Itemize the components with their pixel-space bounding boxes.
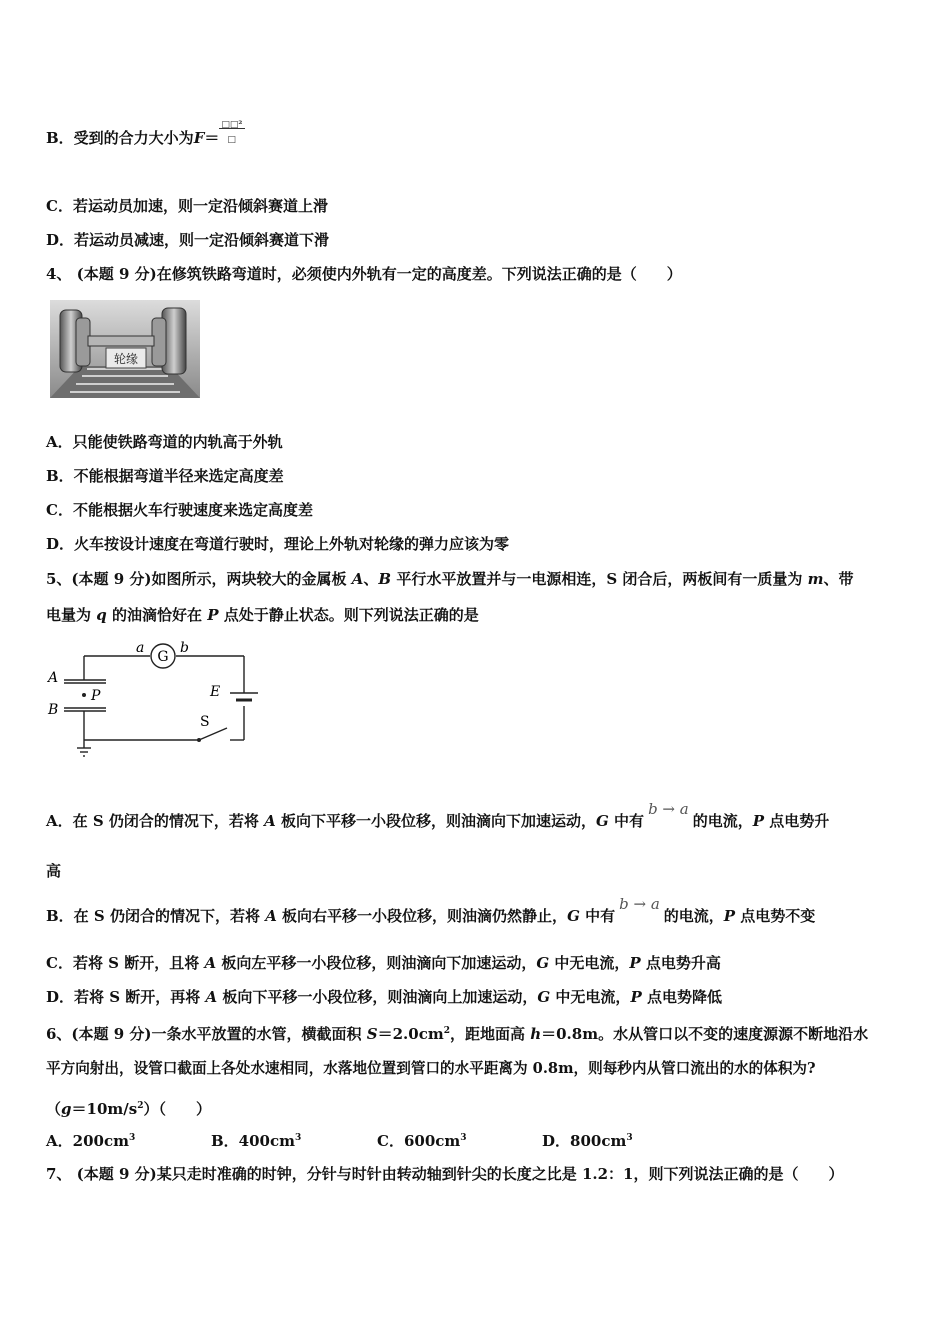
fraction-formula: $\frac{\text{□□²}}{□}$ xyxy=(219,129,249,149)
q5-option-c: C．若将 S 断开，且将 A 板向左平移一小段位移，则油滴向下加速运动，G 中无电流，P 点电势升高 xyxy=(46,954,721,972)
q4-stem: 4、 (本题 9 分)在修筑铁路弯道时，必须使内外轨有一定的高度差。下列说法正确的是（ ） xyxy=(46,265,682,283)
q3-option-c: C．若运动员加速，则一定沿倾斜赛道上滑 xyxy=(46,197,328,215)
circuit-diagram xyxy=(44,636,258,764)
wheel-flange-label: 轮缘 xyxy=(113,352,139,366)
q6-stem-line3: $(g=10m/s^2)$（ ） xyxy=(46,1100,211,1118)
q5-stem-line2: 电量为 q 的油滴恰好在 P 点处于静止状态。则下列说法正确的是 xyxy=(46,606,479,624)
rail-wheel-figure xyxy=(50,300,200,398)
q6-option-a: A．$200cm^3$ xyxy=(46,1132,136,1150)
q6-option-c: C．$600cm^3$ xyxy=(377,1132,467,1150)
current-direction-formula: b → a xyxy=(619,895,660,913)
q5-option-a: A．在 S 仍闭合的情况下，若将 A 板向下平移一小段位移，则油滴向下加速运动，G 中有b → a的电流，P 点电势升 xyxy=(46,800,830,830)
point-p-label: P xyxy=(91,688,101,704)
q6-stem-line2: 平方向射出，设管口截面上各处水速相同，水落地位置到管口的水平距离为 0.8m，则每秒内从管口流出的水的体积为? xyxy=(46,1060,816,1077)
q4-option-b: B．不能根据弯道半径来选定高度差 xyxy=(46,467,284,485)
node-a-label: a xyxy=(136,640,145,656)
q5-option-a-cont: 高 xyxy=(46,862,62,880)
q5-option-d: D．若将 S 断开，再将 A 板向下平移一小段位移，则油滴向上加速运动，G 中无电流，P 点电势降低 xyxy=(46,988,722,1006)
q7-stem: 7、 (本题 9 分)某只走时准确的时钟，分针与时针由转动轴到针尖的长度之比是 1.2：1，则下列说法正确的是（ ） xyxy=(46,1165,844,1183)
plate-b-label: B xyxy=(48,702,59,718)
rail-wheel-image xyxy=(50,300,200,398)
q4-option-c: C．不能根据火车行驶速度来选定高度差 xyxy=(46,501,313,519)
q3-option-b: B．受到的合力大小为F＝ $\frac{\text{□□²}}{□}$ xyxy=(46,128,249,149)
q6-option-d: D．$800cm^3$ xyxy=(542,1132,633,1150)
battery-e-label: E xyxy=(210,684,221,700)
q4-option-a: A．只能使铁路弯道的内轨高于外轨 xyxy=(46,433,283,451)
q3-option-d: D．若运动员减速，则一定沿倾斜赛道下滑 xyxy=(46,231,330,249)
node-b-label: b xyxy=(180,640,189,656)
circuit-svg xyxy=(44,636,258,764)
current-direction-formula: b → a xyxy=(648,800,689,818)
plate-a-label: A xyxy=(48,670,59,686)
switch-s-label: S xyxy=(200,714,210,730)
q4-option-d: D．火车按设计速度在弯道行驶时，理论上外轨对轮缘的弹力应该为零 xyxy=(46,535,510,553)
q5-stem-line1: 5、(本题 9 分)如图所示，两块较大的金属板 A、B 平行水平放置并与一电源相连，S 闭合后，两板间有一质量为 m、带 xyxy=(46,570,854,588)
q6-stem-line1: 6、(本题 9 分)一条水平放置的水管，横截面积 $S=2.0cm^2$，距地面高 h＝0.8m。水从管口以不变的速度源源不断地沿水 xyxy=(46,1025,869,1043)
q5-option-b: B．在 S 仍闭合的情况下，若将 A 板向右平移一小段位移，则油滴仍然静止，G 中有b → a的电流，P 点电势不变 xyxy=(46,895,816,925)
q6-option-b: B．$400cm^3$ xyxy=(211,1132,302,1150)
galvanometer-label: G xyxy=(157,649,169,665)
